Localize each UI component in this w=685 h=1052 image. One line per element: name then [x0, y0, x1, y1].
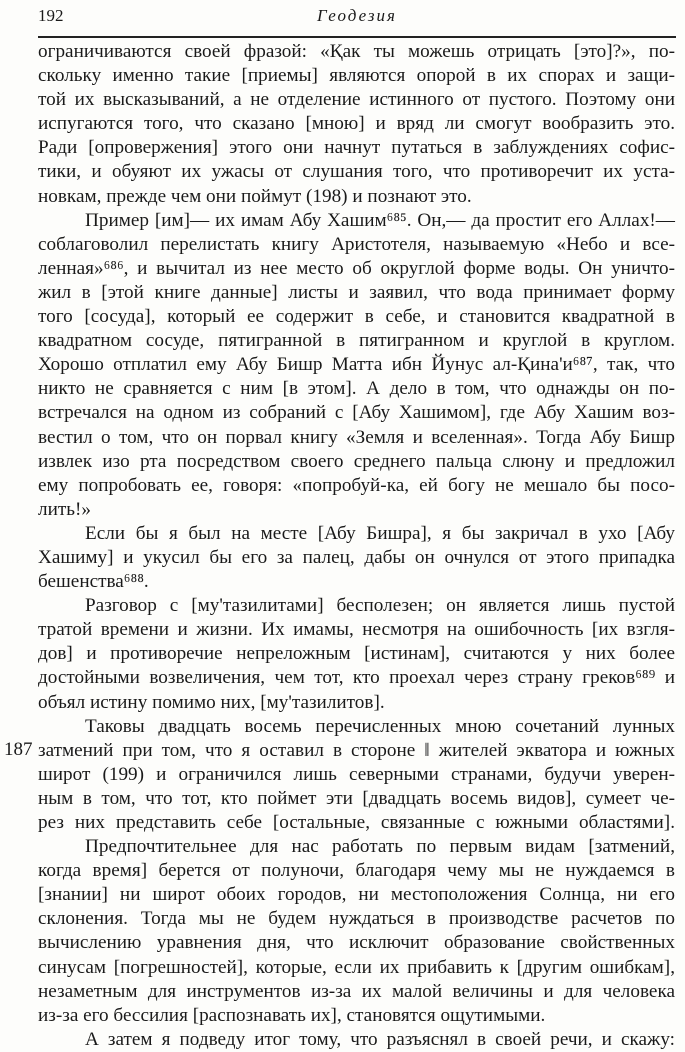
body-text	[38, 40, 675, 1052]
text-line: лить!»	[38, 498, 91, 520]
text-line: вычислению уравнения дня, что исключит образование свойственных	[38, 932, 675, 954]
text-line: дов] и противоречие непреложным [истинам], считаются у них более	[38, 643, 675, 665]
text-line: тратой времени и жизни. Их имамы, несмотря на ошибочность [их взгля-	[38, 619, 675, 641]
text-line: Пример [им]— их имам Абу Хашим⁶⁸⁵. Он,— да простит его Аллах!—	[85, 209, 675, 231]
text-line: Хорошо отплатил ему Абу Бишр Матта ибн Йунус ал-Қина'и⁶⁸⁷, так, что	[38, 354, 675, 376]
page-header	[38, 4, 676, 40]
text-line: соблаговолил перелистать книгу Аристотеля, называемую «Небо и все-	[38, 233, 675, 255]
text-line: Разговор с [му'тазилитами] бесполезен; он является лишь пустой	[85, 595, 675, 617]
text-line: новкам, прежде чем они поймут (198) и познают это.	[38, 185, 472, 207]
text-line: [знании] ни широт обоих городов, ни местоположения Солнца, ни его	[38, 884, 675, 906]
text-line: ему попробовать ее, говоря: «попробуй-ка, ей богу не мешало бы посо-	[38, 474, 675, 496]
text-line: затмений при том, что я оставил в стороне ‖ жителей экватора и южных	[38, 739, 675, 761]
text-line: встречался на одном из собраний с [Абу Хашимом], где Абу Хашим воз-	[38, 402, 675, 424]
text-line: объял истину помимо них, [му'тазилитов].	[38, 691, 385, 713]
text-line: незаметным для инструментов из-за их малой величины и для человека	[38, 980, 675, 1002]
text-line: Если бы я был на месте [Абу Бишра], я бы закричал в ухо [Абу	[85, 522, 675, 544]
text-line: склонения. Тогда мы не будем нуждаться в производстве расчетов по	[38, 908, 675, 930]
text-line: Ради [опровержения] этого они начнут путаться в заблуждениях софис-	[38, 137, 675, 159]
text-line: того [сосуда], который ее содержит в себе, и становится квадратной в	[38, 306, 675, 328]
text-line: никто не сравняется с ним [в этом]. А дело в том, что однажды он по-	[38, 378, 675, 400]
header-rule	[38, 36, 676, 38]
text-line: когда время] берется от полуночи, благодаря чему мы не нуждаемся в	[38, 860, 675, 882]
text-line: вестил о том, что он порвал книгу «Земля и вселенная». Тогда Абу Бишр	[38, 426, 675, 448]
text-line: Предпочтительнее для нас работать по первым видам [затмений,	[85, 836, 675, 858]
text-line: ленная»⁶⁸⁶, и вычитал из нее место об округлой форме воды. Он уничто-	[38, 257, 675, 279]
text-line: Таковы двадцать восемь перечисленных мною сочетаний лунных	[85, 715, 675, 737]
margin-page-reference: 187	[4, 738, 33, 760]
text-line: извлек изо рта посредством своего среднего пальца слюну и предложил	[38, 450, 675, 472]
text-line: из-за его бессилия [распознавать их], становятся ощутимыми.	[38, 1004, 546, 1026]
text-line: ным в том, что тот, кто поймет эти [двадцать восемь видов], сумеет че-	[38, 787, 675, 809]
text-line: Хашиму] и укусил бы его за палец, дабы он очнулся от этого припадка	[38, 546, 675, 568]
text-line: той их высказываний, а не отделение истинного от пустого. Поэтому они	[38, 89, 675, 111]
page-number: 192	[38, 6, 64, 25]
text-line: рез них представить себе [остальные, связанные с южными областями].	[38, 812, 675, 833]
text-line: достойными возвеличения, чем тот, кто проехал через страну греков⁶⁸⁹ и	[38, 667, 675, 689]
text-line: ограничиваются своей фразой: «Қак ты можешь отрицать [это]?», по-	[38, 41, 675, 62]
text-line: квадратном сосуде, пятигранной в пятигранном и круглой в круглом.	[38, 330, 675, 352]
text-line: скольку именно такие [приемы] являются опорой в их спорах и защи-	[38, 65, 675, 87]
text-line: А затем я подведу итог тому, что разъяснял в своей речи, и скажу:	[85, 1028, 675, 1050]
text-line: испугаются того, что сказано [мною] и вряд ли смогут вообразить это.	[38, 113, 675, 135]
text-line: синусам [погрешностей], которые, если их прибавить к [другим ошибкам],	[38, 956, 675, 978]
text-line: тики, и обуяют их ужасы от слушания того, что противоречит их уста-	[38, 161, 675, 183]
text-line: широт (199) и ограничился лишь северными странами, будучи уверен-	[38, 763, 675, 785]
text-line: жил в [этой книге данные] листы и заявил, что вода принимает форму	[38, 281, 675, 303]
running-title: Геодезия	[317, 6, 397, 25]
text-line: бешенства⁶⁸⁸.	[38, 571, 149, 593]
